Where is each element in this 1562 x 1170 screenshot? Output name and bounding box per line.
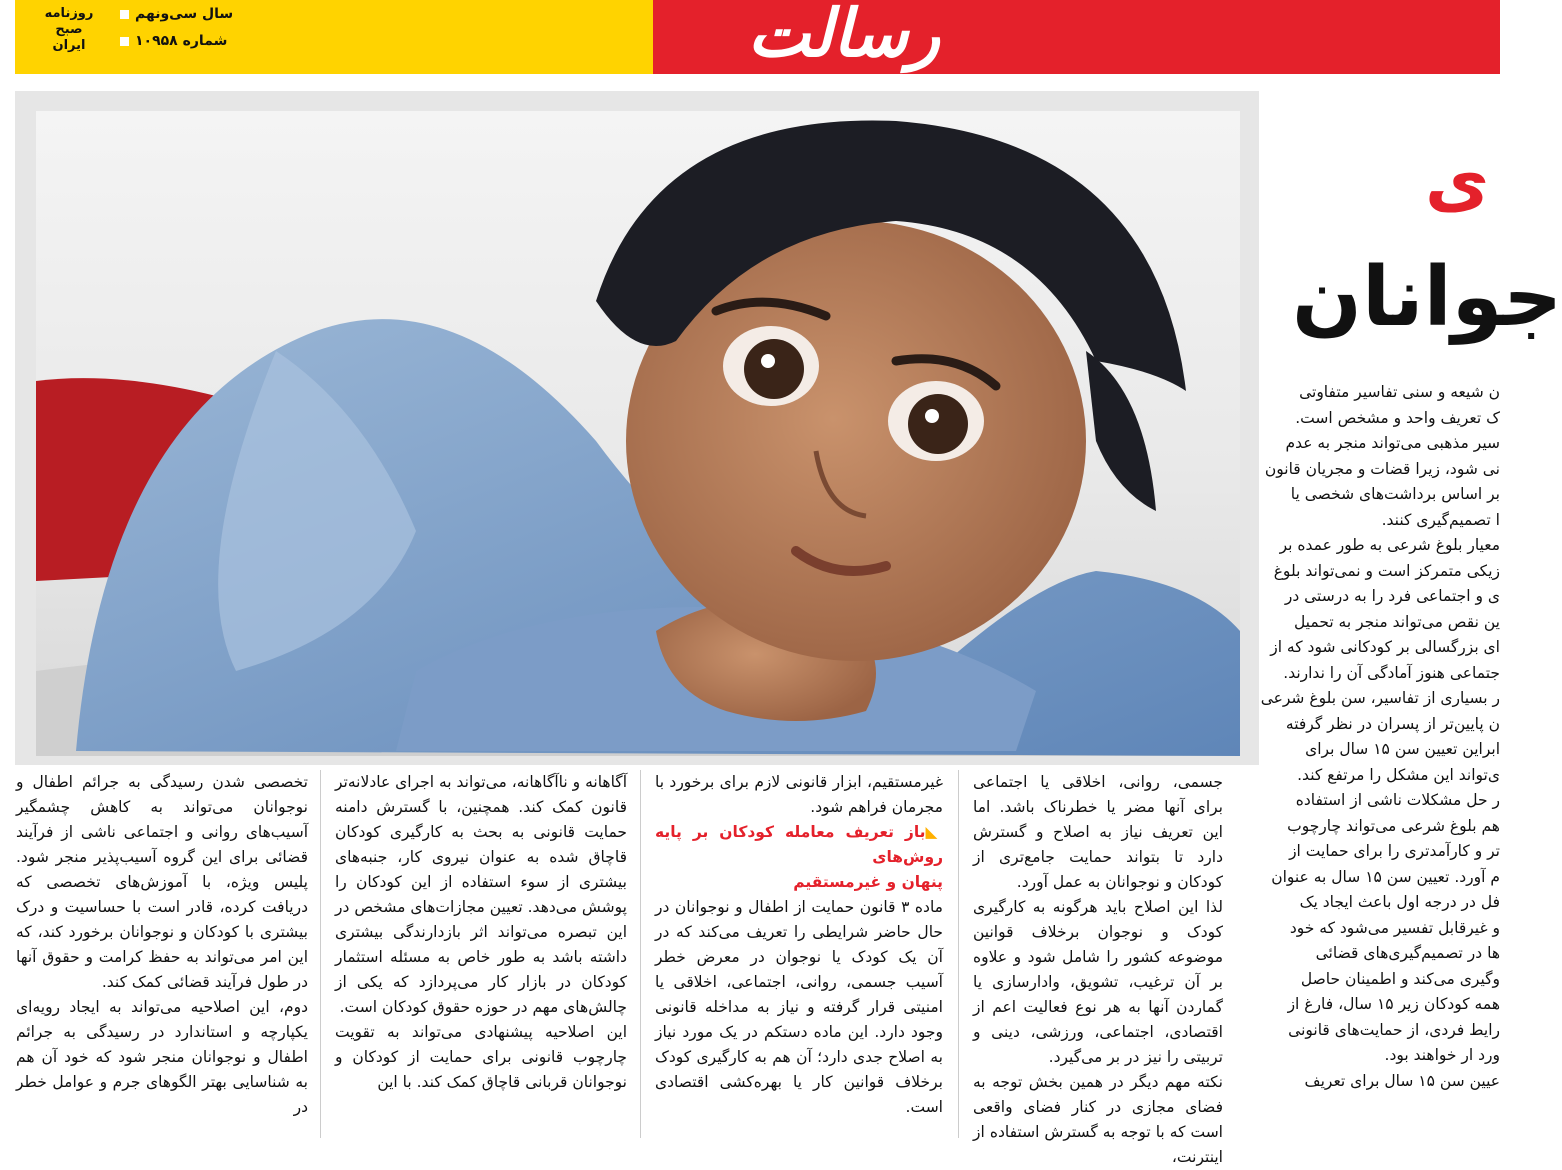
right-line: ی و اجتماعی فرد را به درستی در	[1284, 587, 1500, 605]
column-divider	[958, 770, 959, 1138]
bullet-square-icon	[120, 10, 129, 19]
paragraph: نکته مهم دیگر در همین بخش توجه به فضای مجازی در کنار فضای واقعی است که با توجه به گسترش استفاده از اینترنت،	[973, 1073, 1223, 1166]
right-line: ا تصمیم‌گیری کنند.	[1381, 510, 1500, 529]
paragraph: غیرمستقیم، ابزار قانونی لازم برای برخورد با مجرمان فراهم شود.	[655, 773, 943, 816]
subheading-line1: باز تعریف معامله کودکان بر پایه روش‌های	[655, 823, 943, 866]
right-line: ر حل مشکلات ناشی از استفاده	[1295, 791, 1500, 809]
paragraph: تخصصی شدن رسیدگی به جرائم اطفال و نوجوانان می‌تواند به کاهش چشمگیر آسیب‌های روانی و اجتماعی ناشی از فرآیند قضائی برای این گروه آسیب‌پذیر منجر شود. پلیس ویژه، با آموزش‌های تخصصی که دریافت کرده، قادر است با حساسیت و درک بیشتری با کودکان و نوجوانان برخورد کند، که این امر می‌تواند به حفظ کرامت و حقوق آنها در طول فرآیند قضائی کمک کند.	[16, 773, 308, 991]
right-line: م آورد. تعیین سن ۱۵ سال به عنوان	[1271, 867, 1500, 886]
year-text: سال سی‌ونهم	[135, 6, 234, 22]
right-line: جتماعی هنوز آمادگی آن را ندارند.	[1283, 663, 1500, 682]
right-line: سیر مذهبی می‌تواند منجر به عدم	[1285, 434, 1500, 452]
right-line: و غیرقابل تفسیر می‌شود که خود	[1289, 918, 1500, 937]
paragraph: جسمی، روانی، اخلاقی یا اجتماعی برای آنها مضر یا خطرناک باشد. اما این تعریف نیاز به اصلاح و گسترش دارد تا بتواند حمایت جامع‌تری از کودکان و نوجوانان به عمل آورد.	[973, 773, 1223, 891]
subheading	[655, 820, 943, 870]
paragraph: ماده ۳ قانون حمایت از اطفال و نوجوانان در حال حاضر شرایطی را تعریف می‌کند که در آن یک کودک یا نوجوان در معرض خطر آسیب جسمی، روانی، اجتماعی، اخلاقی یا امنیتی قرار گرفته و نیاز به مداخله قانونی وجود دارد. این ماده دستکم در یک مورد نیاز به اصلاح جدی دارد؛ آن هم به کارگیری کودک برخلاف قوانین کار یا بهره‌کشی اقتصادی است.	[655, 898, 943, 1116]
masthead-yellow-band	[15, 0, 653, 74]
article-column-1	[973, 770, 1223, 1166]
right-line: ابراین تعیین سن ۱۵ سال برای	[1305, 740, 1500, 758]
right-line: ن شیعه و سنی تفاسیر متفاوتی	[1299, 383, 1500, 401]
child-photo-icon	[36, 111, 1240, 756]
right-line: عیین سن ۱۵ سال برای تعریف	[1304, 1071, 1500, 1090]
article-column-4	[16, 770, 308, 1138]
article-column-2	[655, 770, 943, 1138]
right-line: ین نقص می‌تواند منجر به تحمیل	[1293, 612, 1500, 631]
subheading-line2: پنهان و غیرمستقیم	[793, 873, 943, 891]
right-line: همه کودکان زیر ۱۵ سال، فارغ از	[1287, 995, 1500, 1013]
right-line: ها در تصمیم‌گیری‌های قضائی	[1315, 944, 1500, 962]
article-column-3	[335, 770, 627, 1138]
right-line: نی شود، زیرا قضات و مجریان قانون	[1264, 459, 1500, 478]
right-line: وگیری می‌کند و اطمینان حاصل	[1300, 969, 1500, 988]
headline-line1: ی	[1425, 140, 1490, 222]
issue-text: شماره ۱۰۹۵۸	[135, 33, 228, 49]
right-line: فل در درجه اول باعث ایجاد یک	[1299, 893, 1500, 911]
newspaper-logo: رسالت	[747, 0, 940, 72]
year-label	[120, 6, 233, 22]
right-line: ن پایین‌تر از پسران در نظر گرفته	[1285, 714, 1500, 733]
paragraph: لذا این اصلاح باید هرگونه به کارگیری کودک و نوجوان برخلاف قوانین موضوعه کشور را شامل شود و علاوه بر آن ترغیب، تشویق، وادارسازی یا گماردن آنها به هر نوع فعالیت اعم از اقتصادی، اجتماعی، ورزشی، دینی و تربیتی را نیز در بر می‌گیرد.	[973, 898, 1223, 1066]
right-line: ک تعریف واحد و مشخص است.	[1295, 408, 1500, 427]
right-line: ای بزرگسالی بر کودکانی شود که از	[1270, 638, 1500, 656]
right-line: ورد ار خواهند بود.	[1384, 1046, 1500, 1064]
headline-line2: جوانان	[1292, 250, 1562, 345]
column-divider	[640, 770, 641, 1138]
bullet-square-icon	[120, 37, 129, 46]
triangle-marker-icon: ◣	[925, 823, 943, 841]
right-line: زیکی متمرکز است و نمی‌تواند بلوغ	[1273, 561, 1500, 580]
right-line: بر اساس برداشت‌های شخصی یا	[1290, 485, 1500, 503]
column-divider	[320, 770, 321, 1138]
right-line: تر و کارآمدتری را برای حمایت از	[1289, 842, 1500, 860]
issue-label	[120, 33, 227, 49]
right-line: معیار بلوغ شرعی به طور عمده بر	[1279, 536, 1500, 554]
right-line: هم بلوغ شرعی می‌تواند چارچوب	[1287, 816, 1500, 835]
publication-name: روزنامه صبح ایران	[44, 6, 94, 53]
child-photo	[36, 111, 1240, 756]
paragraph: آگاهانه و ناآگاهانه، می‌تواند به اجرای عادلانه‌تر قانون کمک کند. همچنین، با گسترش دامنه حمایت قانونی به بحث به کارگیری کودکان قاچاق شده به عنوان نیروی کار، جنبه‌های بیشتری از سوء استفاده از این کودکان را پوشش می‌دهد. تعیین مجازات‌های مشخص در این تبصره می‌تواند اثر بازدارندگی بیشتری داشته باشد به طور خاص به مسئله استثمار کودکان در بازار کار می‌پردازد که یکی از چالش‌های مهم در حوزه حقوق کودکان است.	[335, 773, 627, 1016]
paragraph: این اصلاحیه پیشنهادی می‌تواند به تقویت چارچوب قانونی برای حمایت از کودکان و نوجوانان قربانی قاچاق کمک کند. با این	[335, 1023, 627, 1091]
right-column-text	[1262, 380, 1500, 1138]
right-line: ی‌تواند این مشکل را مرتفع کند.	[1297, 765, 1500, 784]
right-line: ر بسیاری از تفاسیر، سن بلوغ شرعی	[1260, 689, 1500, 707]
right-line: رایط فردی، از حمایت‌های قانونی	[1288, 1020, 1500, 1039]
paragraph: دوم، این اصلاحیه می‌تواند به ایجاد رویه‌ای یکپارچه و استاندارد در رسیدگی به جرائم اطفال و نوجوانان منجر شود که خود آن هم به شناسایی بهتر الگوهای جرم و عوامل خطر در	[16, 998, 308, 1116]
